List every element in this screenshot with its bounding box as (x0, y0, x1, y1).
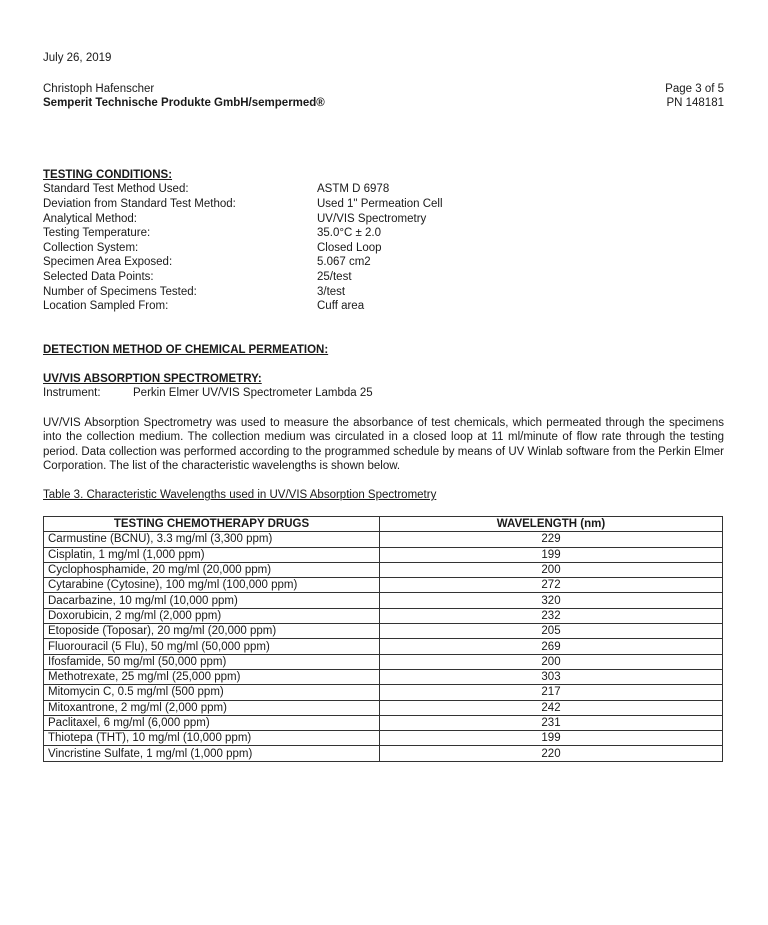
table-caption: Table 3. Characteristic Wavelengths used in UV/VIS Absorption Spectrometry (43, 489, 437, 501)
drug-cell: Dacarbazine, 10 mg/ml (10,000 ppm) (44, 593, 380, 608)
drug-cell: Cisplatin, 1 mg/ml (1,000 ppm) (44, 547, 380, 562)
drug-cell: Vincristine Sulfate, 1 mg/ml (1,000 ppm) (44, 746, 380, 761)
drug-cell: Cyclophosphamide, 20 mg/ml (20,000 ppm) (44, 562, 380, 577)
table-row (44, 624, 723, 639)
table-row (44, 547, 723, 562)
condition-row (43, 197, 443, 212)
condition-label: Location Sampled From: (43, 300, 169, 313)
wavelength-table (43, 516, 723, 762)
wavelength-cell: 199 (380, 547, 723, 562)
contact-name: Christoph Hafenscher (43, 83, 155, 95)
condition-value: ASTM D 6978 (317, 183, 390, 196)
drug-cell: Paclitaxel, 6 mg/ml (6,000 ppm) (44, 715, 380, 730)
instrument-value: Perkin Elmer UV/VIS Spectrometer Lambda 25 (133, 387, 373, 400)
wavelength-cell: 217 (380, 685, 723, 700)
condition-label: Standard Test Method Used: (43, 183, 189, 196)
testing-conditions-list (43, 182, 443, 313)
page-info (665, 82, 724, 111)
drug-cell: Cytarabine (Cytosine), 100 mg/ml (100,000 ppm) (44, 578, 380, 593)
condition-label: Analytical Method: (43, 212, 137, 225)
wavelength-cell: 232 (380, 608, 723, 623)
condition-row (43, 182, 443, 197)
condition-label: Deviation from Standard Test Method: (43, 197, 236, 210)
table-row (44, 685, 723, 700)
uvvis-section (43, 372, 373, 401)
table-header-row (44, 517, 723, 532)
table-row (44, 746, 723, 761)
table-row (44, 715, 723, 730)
wavelength-cell: 205 (380, 624, 723, 639)
drug-cell: Mitoxantrone, 2 mg/ml (2,000 ppm) (44, 700, 380, 715)
testing-conditions-title: TESTING CONDITIONS: (43, 169, 173, 181)
wavelength-cell: 303 (380, 669, 723, 684)
condition-label: Number of Specimens Tested: (43, 285, 197, 298)
condition-value: Closed Loop (317, 241, 382, 254)
condition-row (43, 299, 443, 314)
wavelength-cell: 272 (380, 578, 723, 593)
drug-cell: Fluorouracil (5 Flu), 50 mg/ml (50,000 ppm) (44, 639, 380, 654)
wavelength-cell: 231 (380, 715, 723, 730)
table-row (44, 639, 723, 654)
wavelength-cell: 320 (380, 593, 723, 608)
detection-method-title: DETECTION METHOD OF CHEMICAL PERMEATION: (43, 344, 329, 356)
header-drugs: TESTING CHEMOTHERAPY DRUGS (44, 517, 380, 532)
table-row (44, 593, 723, 608)
wavelength-cell: 200 (380, 562, 723, 577)
condition-value: Cuff area (317, 300, 365, 313)
drug-cell: Mitomycin C, 0.5 mg/ml (500 ppm) (44, 685, 380, 700)
condition-value: Used 1" Permeation Cell (317, 197, 443, 210)
page-number: Page 3 of 5 (665, 83, 724, 95)
condition-label: Collection System: (43, 241, 139, 254)
instrument-line (43, 386, 373, 400)
testing-conditions-section (43, 168, 443, 314)
condition-row (43, 212, 443, 227)
header-wavelength: WAVELENGTH (nm) (380, 517, 723, 532)
condition-value: 3/test (317, 285, 346, 298)
drug-cell: Etoposide (Toposar), 20 mg/ml (20,000 ppm) (44, 624, 380, 639)
condition-row (43, 226, 443, 241)
table-row (44, 654, 723, 669)
project-number: PN 148181 (666, 97, 724, 110)
condition-value: 35.0°C ± 2.0 (317, 227, 381, 240)
table-row (44, 532, 723, 547)
table-row (44, 608, 723, 623)
table-row (44, 562, 723, 577)
instrument-label: Instrument: (43, 387, 101, 400)
drug-cell: Methotrexate, 25 mg/ml (25,000 ppm) (44, 669, 380, 684)
drug-cell: Ifosfamide, 50 mg/ml (50,000 ppm) (44, 654, 380, 669)
condition-label: Specimen Area Exposed: (43, 256, 173, 269)
wavelength-cell: 199 (380, 731, 723, 746)
wavelength-cell: 220 (380, 746, 723, 761)
method-paragraph: UV/VIS Absorption Spectrometry was used to measure the absorbance of test chemicals, which permeated through the specimens into the collection medium. The collection medium was circulated in a closed loop at 11 ml/minute of flow rate through the testing period. Data collection was performed according to the programmed schedule by means of UV Winlab software from the Perkin Elmer Corporation. The list of the characteristic wavelengths is shown below. (43, 417, 724, 472)
document-date: July 26, 2019 (43, 52, 112, 64)
condition-row (43, 285, 443, 300)
drug-cell: Carmustine (BCNU), 3.3 mg/ml (3,300 ppm) (44, 532, 380, 547)
condition-row (43, 255, 443, 270)
condition-value: 5.067 cm2 (317, 256, 371, 269)
table-body (44, 532, 723, 761)
wavelength-cell: 229 (380, 532, 723, 547)
condition-value: UV/VIS Spectrometry (317, 212, 427, 225)
drug-cell: Thiotepa (THT), 10 mg/ml (10,000 ppm) (44, 731, 380, 746)
condition-row (43, 270, 443, 285)
condition-value: 25/test (317, 270, 352, 283)
wavelength-cell: 242 (380, 700, 723, 715)
uvvis-title: UV/VIS ABSORPTION SPECTROMETRY: (43, 373, 262, 385)
condition-label: Selected Data Points: (43, 270, 154, 283)
wavelength-cell: 200 (380, 654, 723, 669)
drug-cell: Doxorubicin, 2 mg/ml (2,000 ppm) (44, 608, 380, 623)
sender-block (43, 82, 325, 111)
condition-label: Testing Temperature: (43, 227, 151, 240)
condition-row (43, 241, 443, 256)
company-name: Semperit Technische Produkte GmbH/sempermed® (43, 97, 325, 110)
wavelength-cell: 269 (380, 639, 723, 654)
table-row (44, 578, 723, 593)
table-row (44, 700, 723, 715)
table-row (44, 669, 723, 684)
table-row (44, 731, 723, 746)
